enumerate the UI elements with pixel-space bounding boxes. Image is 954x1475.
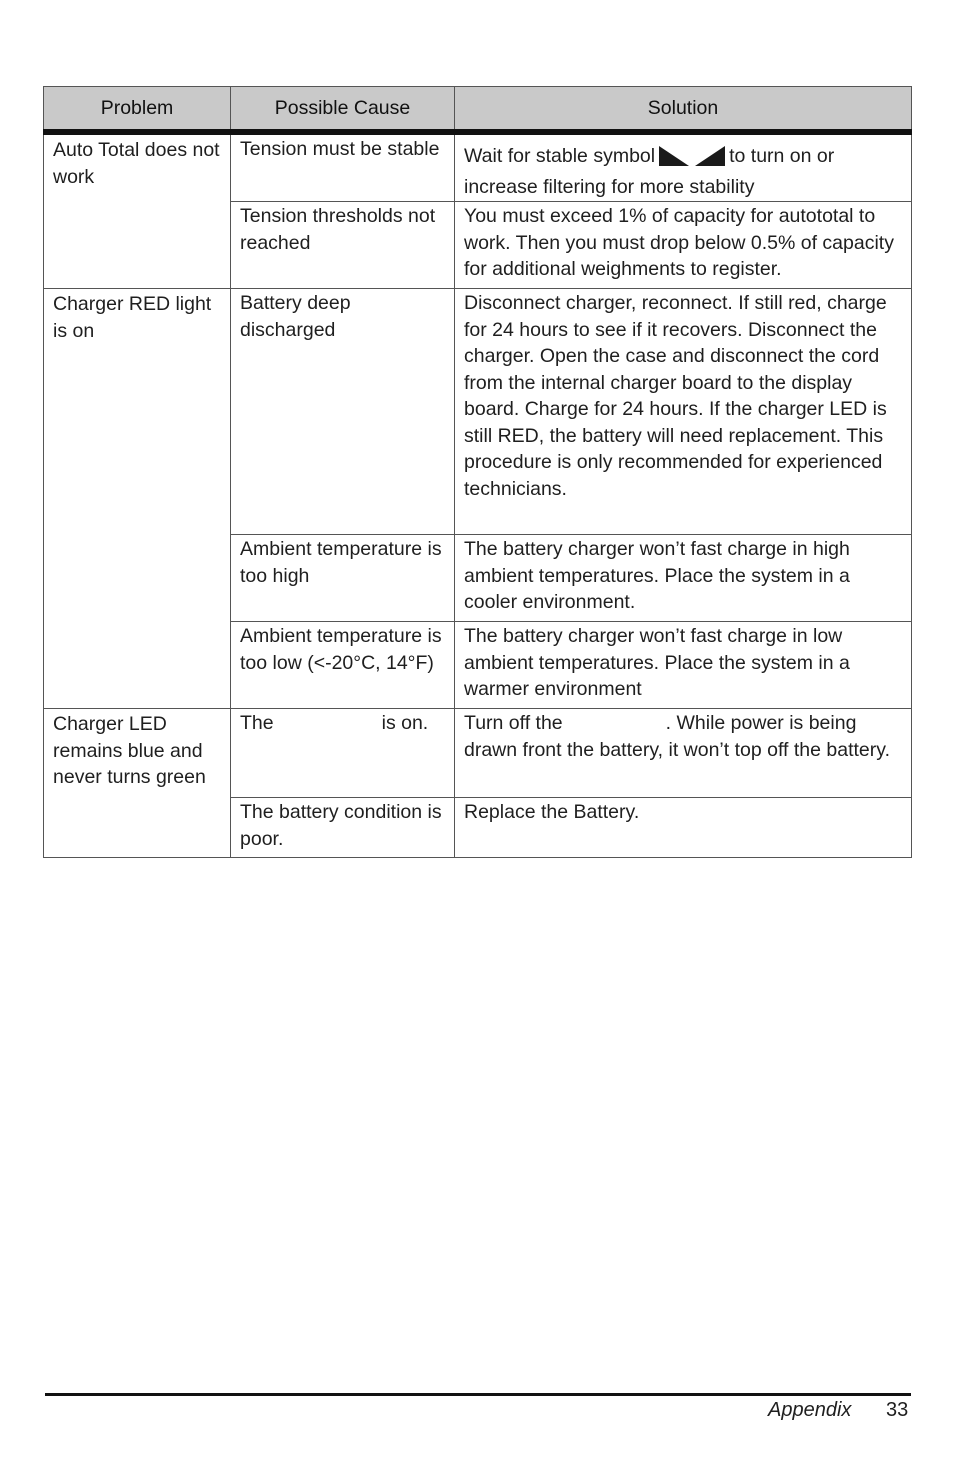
cause-cell	[231, 709, 455, 798]
solution-cell: The battery charger won’t fast charge in high ambient temperatures. Place the system in a cooler environment.	[455, 535, 912, 622]
solution-cell: Replace the Battery.	[455, 798, 912, 858]
cause-cell: Tension must be stable	[231, 132, 455, 202]
cause-cell: Tension thresholds not reached	[231, 202, 455, 289]
problem-cell: Auto Total does not work	[44, 132, 231, 289]
solution-cell: The battery charger won’t fast charge in low ambient temperatures. Place the system in a warmer environment	[455, 622, 912, 709]
problem-cell: Charger RED light is on	[44, 289, 231, 709]
cause-text: The	[240, 712, 274, 734]
troubleshooting-table	[43, 86, 912, 858]
solution-cell: You must exceed 1% of capacity for autototal to work. Then you must drop below 0.5% of capacity for additional weighments to register.	[455, 202, 912, 289]
cause-cell: Ambient temperature is too low (<-20°C, 14°F)	[231, 622, 455, 709]
solution-text: to turn on or increase filtering for more stability	[464, 145, 835, 198]
cause-cell: The battery condition is poor.	[231, 798, 455, 858]
table-row	[44, 132, 912, 202]
cause-cell: Battery deep discharged	[231, 289, 455, 535]
footer-rule	[45, 1393, 911, 1396]
table-row	[44, 289, 912, 535]
solution-cell	[455, 132, 912, 202]
solution-text: . While power is being drawn front the battery, it won’t top off the battery.	[464, 712, 890, 761]
header-possible-cause: Possible Cause	[231, 87, 455, 133]
page-number: 33	[886, 1399, 909, 1421]
solution-text: Turn off the	[464, 712, 563, 734]
cause-text: is on.	[381, 712, 429, 734]
footer-section-title: Appendix	[768, 1399, 852, 1421]
cause-cell: Ambient temperature is too high	[231, 535, 455, 622]
table-row	[44, 709, 912, 798]
solution-text: Wait for stable symbol	[464, 145, 656, 167]
header-problem: Problem	[44, 87, 231, 133]
problem-cell: Charger LED remains blue and never turns green	[44, 709, 231, 858]
table-header-row	[44, 87, 912, 133]
solution-cell	[455, 709, 912, 798]
header-solution: Solution	[455, 87, 912, 133]
stable-symbol-icon	[659, 146, 725, 174]
solution-cell: Disconnect charger, reconnect. If still red, charge for 24 hours to see if it recovers. Disconnect the charger. Open the case and disconnect the cord from the internal charger board to the display board. Charge for 24 hours. If the charger LED is still RED, the battery will need replacement. This procedure is only recommended for experienced technicians.	[455, 289, 912, 535]
